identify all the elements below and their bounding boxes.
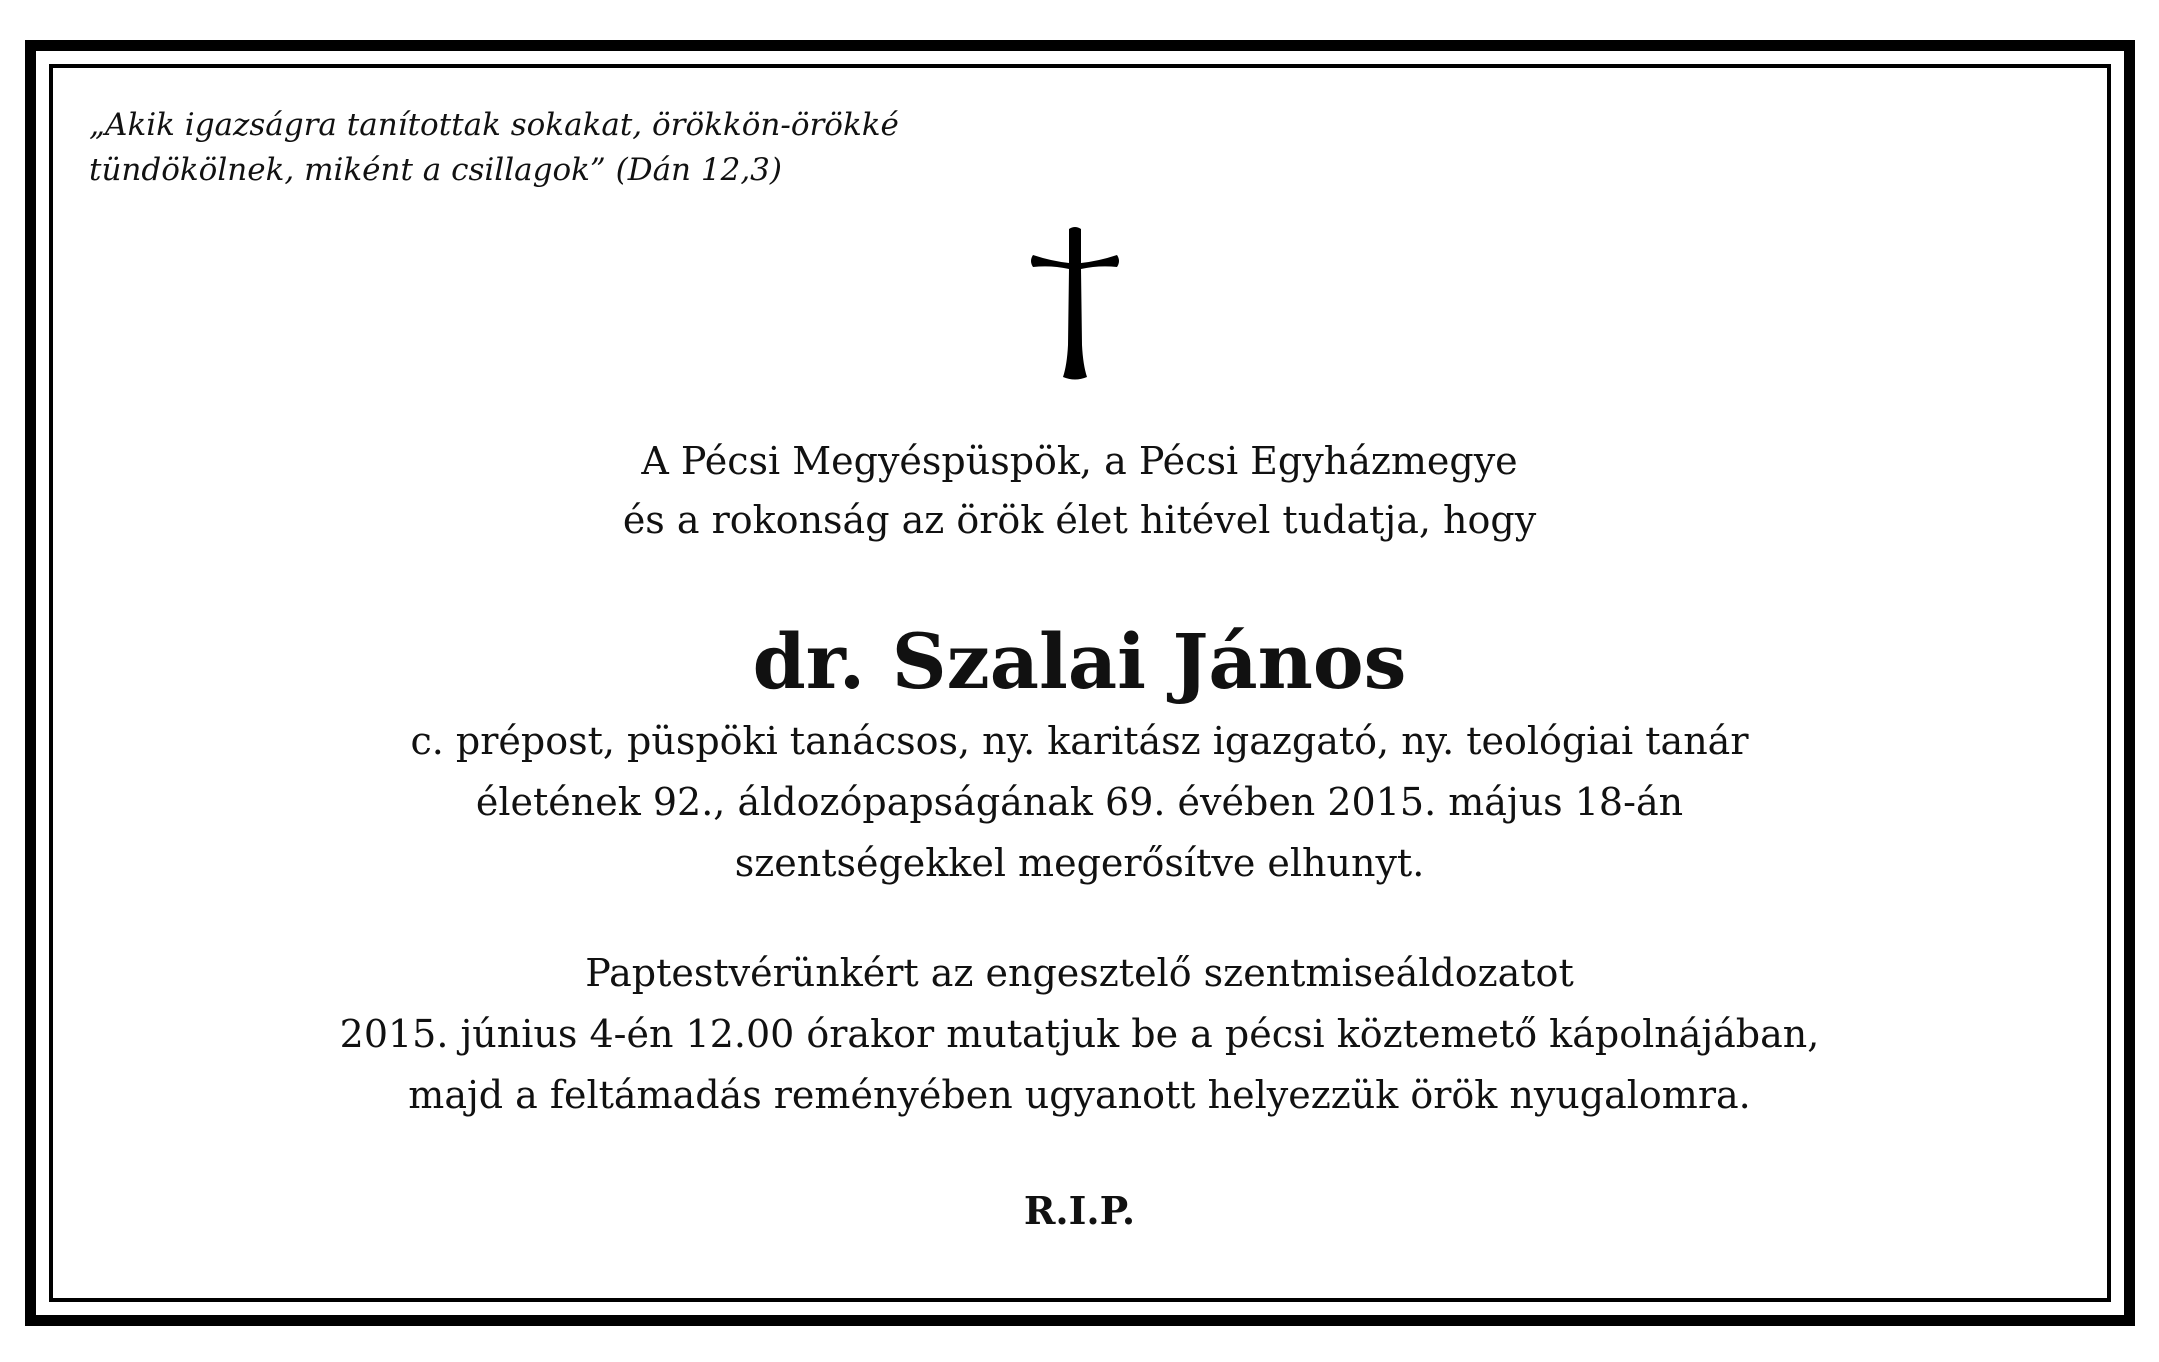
deceased-details bbox=[0, 711, 2159, 894]
mass-line-1: Paptestvérünkért az engesztelő szentmiseáldozatot bbox=[585, 951, 1574, 995]
intro-line-2: és a rokonság az örök élet hitével tudatja, hogy bbox=[622, 498, 1537, 542]
intro-line-1: A Pécsi Megyéspüspök, a Pécsi Egyházmegye bbox=[641, 439, 1518, 483]
motto-reference: (Dán 12,3) bbox=[615, 152, 782, 188]
details-line-2: életének 92., áldozópapságának 69. évében 2015. május 18-án bbox=[475, 780, 1684, 824]
scripture-motto bbox=[89, 103, 989, 193]
details-line-3: szentségekkel megerősítve elhunyt. bbox=[734, 841, 1425, 885]
funeral-mass-info bbox=[0, 943, 2159, 1126]
motto-line-2 bbox=[89, 148, 989, 193]
motto-line-1: „Akik igazságra tanítottak sokakat, örökkön-örökké bbox=[89, 107, 899, 143]
mass-line-3: majd a feltámadás reményében ugyanott helyezzük örök nyugalomra. bbox=[408, 1073, 1751, 1117]
latin-cross-icon bbox=[1029, 225, 1121, 381]
announcement-intro bbox=[0, 432, 2159, 550]
details-line-1: c. prépost, püspöki tanácsos, ny. karitász igazgató, ny. teológiai tanár bbox=[410, 719, 1749, 763]
deceased-name: dr. Szalai János bbox=[752, 617, 1407, 706]
rip-closing: R.I.P. bbox=[1023, 1188, 1136, 1233]
mass-line-2: 2015. június 4-én 12.00 órakor mutatjuk be a pécsi köztemető kápolnájában, bbox=[339, 1012, 1820, 1056]
motto-quote-end: tündökölnek, miként a csillagok” bbox=[89, 152, 606, 188]
